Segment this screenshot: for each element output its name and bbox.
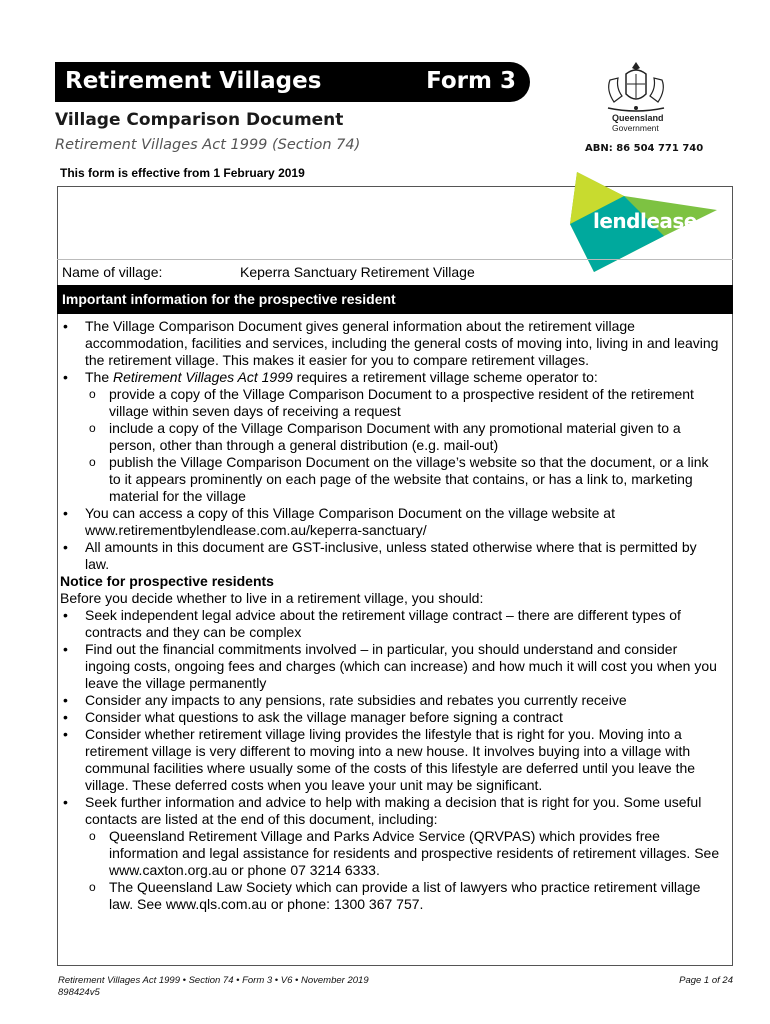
abn-number: ABN: 86 504 771 740: [585, 143, 704, 154]
form-title-banner: [55, 62, 530, 102]
list-item: • Seek independent legal advice about the retirement village contract – there are different types of contracts and they can be complex: [60, 607, 724, 641]
document-subtitle: Village Comparison Document: [55, 110, 344, 130]
list-item: • The Retirement Villages Act 1999 requires a retirement village scheme operator to: o provide a copy of the Village Comparison Document to a prospective resident of the retirement village within seven days of receiving a request o include a copy of the Village Comparison Document with any promotional material given to a person, other than through a general distribution (e.g. mail-out) o publish the Village Comparison Document on the village’s website so that the document, or a link to it appears prominently on each page of the website that contains, or has a link to, marketing material for the village: [60, 369, 724, 505]
sub-list: [85, 386, 724, 505]
list-item: o provide a copy of the Village Comparison Document to a prospective resident of the retirement village within seven days of receiving a request: [85, 386, 724, 420]
info-list: [60, 318, 724, 573]
section-heading-text: Important information for the prospective resident: [62, 291, 396, 307]
list-item: • You can access a copy of this Village Comparison Document on the village website at www.retirementbylendlease.com.au/keperra-sanctuary/: [60, 505, 724, 539]
form-title: Retirement Villages: [65, 68, 322, 94]
list-item: • Seek further information and advice to help with making a decision that is right for you. Some useful contacts are listed at the end of this document, including: o Queensland Retirement Village and Parks Advice Service (QRVPAS) which provides free information and legal assistance for residents and prospective residents of retirement villages. See www.caxton.org.au or phone 07 3214 6333. o The Queensland Law Society which can provide a list of lawyers who practice retirement village law. See www.qls.com.au or phone: 1300 367 757.: [60, 794, 724, 913]
queensland-crest-icon: [600, 60, 672, 116]
document-content: [60, 318, 724, 913]
government-name: Queensland Government: [612, 113, 664, 133]
list-item: o Queensland Retirement Village and Parks Advice Service (QRVPAS) which provides free information and legal assistance for residents and prospective residents of retirement villages. See www.caxton.org.au or phone 07 3214 6333.: [85, 828, 724, 879]
list-item: o publish the Village Comparison Document on the village’s website so that the document, or a link to it appears prominently on each page of the website that contains, or has a link to, marketing material for the village: [85, 454, 724, 505]
page-number: Page 1 of 24: [679, 975, 733, 986]
lendlease-logo-text: lendlease: [593, 209, 697, 233]
list-item: • All amounts in this document are GST-inclusive, unless stated otherwise where that is permitted by law.: [60, 539, 724, 573]
list-item: • The Village Comparison Document gives general information about the retirement village accommodation, facilities and services, including the general costs of moving into, living in and leaving the retirement village. This makes it easier for you to compare retirement villages.: [60, 318, 724, 369]
footer-reference: Retirement Villages Act 1999 • Section 74 • Form 3 • V6 • November 2019 898424v5: [58, 975, 369, 998]
village-name-row: [57, 259, 733, 285]
form-number: Form 3: [426, 68, 516, 94]
village-name-value: Keperra Sanctuary Retirement Village: [240, 264, 475, 280]
notice-heading: Notice for prospective residents: [60, 573, 274, 589]
list-item: • Consider whether retirement village living provides the lifestyle that is right for you. Moving into a retirement village is very different to moving into a new house. It involves buying into a village with communal facilities where usually some of the costs of this lifestyle are deferred until you leave the village. These deferred costs when you leave your unit may be significant.: [60, 726, 724, 794]
effective-date: This form is effective from 1 February 2019: [60, 166, 305, 180]
act-reference: Retirement Villages Act 1999 (Section 74): [55, 137, 361, 153]
sub-list: [85, 828, 724, 913]
list-item: • Consider what questions to ask the village manager before signing a contract: [60, 709, 724, 726]
notice-list: [60, 607, 724, 913]
section-heading: [57, 285, 733, 314]
notice-intro: Before you decide whether to live in a retirement village, you should:: [60, 590, 484, 606]
list-item: • Find out the financial commitments involved – in particular, you should understand and consider ingoing costs, ongoing fees and charges (which can increase) and how much it will cost you when you leave the village permanently: [60, 641, 724, 692]
list-item: o include a copy of the Village Comparison Document with any promotional material given to a person, other than through a general distribution (e.g. mail-out): [85, 420, 724, 454]
list-item: • Consider any impacts to any pensions, rate subsidies and rebates you currently receive: [60, 692, 724, 709]
village-name-label: Name of village:: [62, 264, 163, 280]
list-item: o The Queensland Law Society which can provide a list of lawyers who practice retirement village law. See www.qls.com.au or phone: 1300 367 757.: [85, 879, 724, 913]
